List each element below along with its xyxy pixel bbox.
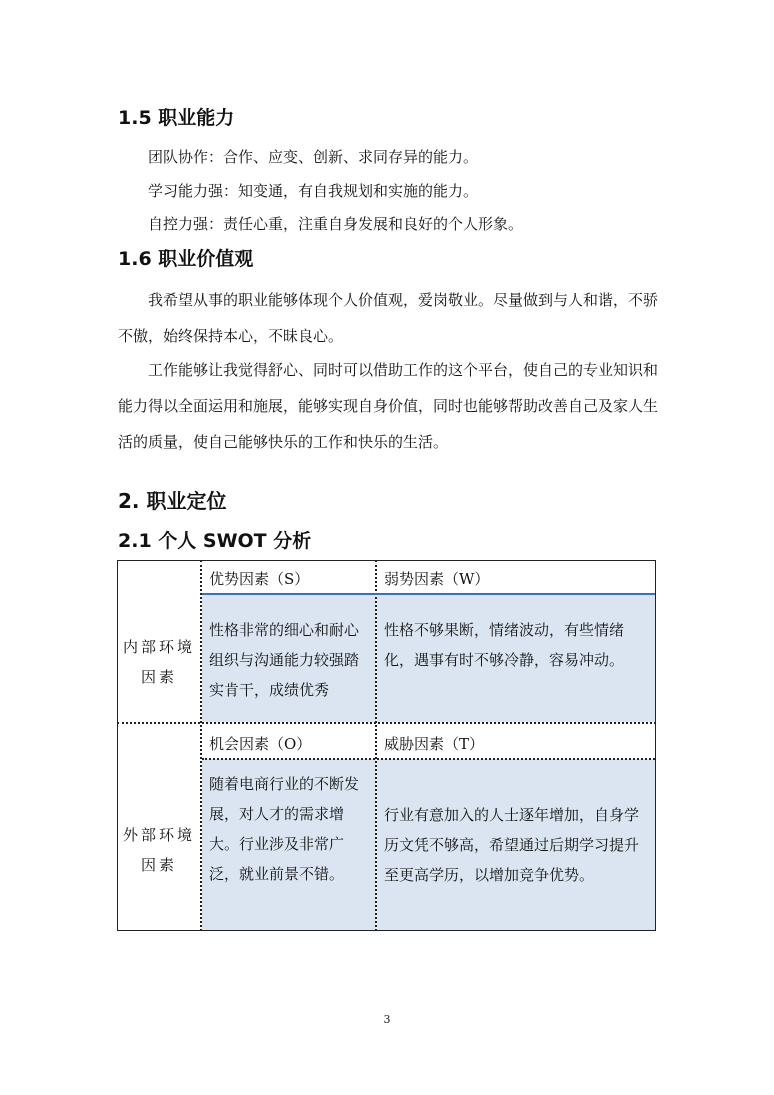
- weakness-text: 性格不够果断，情绪波动，有些情绪化，遇事有时不够冷静，容易冲动。: [384, 621, 625, 669]
- strength-header: 优势因素（S）: [209, 570, 310, 588]
- table-top-border: [117, 560, 656, 561]
- internal-factors-label: 内部环境因素: [123, 638, 196, 686]
- ability-line-3: 自控力强：责任心重，注重自身发展和良好的个人形象。: [148, 215, 524, 233]
- header-underline-external: [202, 758, 655, 760]
- opportunity-text: 随着电商行业的不断发展，对人才的需求增大。行业涉及非常广泛，就业前景不错。: [209, 775, 360, 883]
- weakness-header: 弱势因素（W）: [384, 570, 490, 588]
- divider-col-2: [375, 560, 377, 931]
- swot-table: [117, 560, 656, 931]
- ability-line-1: 团队协作：合作、应变、创新、求同存异的能力。: [148, 148, 479, 166]
- table-bottom-border: [117, 930, 656, 931]
- section-heading-2-1: 2.1 个人 SWOT 分析: [118, 530, 312, 552]
- values-paragraph-2: 工作能够让我觉得舒心、同时可以借助工作的这个平台，使自己的专业知识和能力得以全面运用和施展，能够实现自身价值，同时也能够帮助改善自己及家人生活的质量，使自己能够快乐的工作和快乐的生活。: [118, 361, 659, 451]
- external-factors-label: 外部环境因素: [123, 826, 196, 874]
- header-underline-internal: [202, 593, 655, 595]
- table-right-border: [655, 560, 656, 931]
- divider-internal-external: [117, 722, 656, 724]
- ability-line-2: 学习能力强：知变通，有自我规划和实施的能力。: [148, 182, 479, 200]
- section-heading-1-6: 1.6 职业价值观: [118, 248, 254, 270]
- opportunity-header: 机会因素（O）: [209, 735, 312, 753]
- section-heading-1-5: 1.5 职业能力: [118, 107, 235, 129]
- page-number: 3: [383, 1013, 391, 1026]
- section-heading-2: 2. 职业定位: [118, 489, 227, 513]
- threat-header: 威胁因素（T）: [384, 735, 485, 753]
- threat-text: 行业有意加入的人士逐年增加，自身学历文凭不够高，希望通过后期学习提升至更高学历，以增加竞争优势。: [384, 806, 640, 884]
- values-paragraph-1: 我希望从事的职业能够体现个人价值观，爱岗敬业。尽量做到与人和谐，不骄不傲，始终保持本心，不昧良心。: [118, 291, 659, 345]
- strength-text: 性格非常的细心和耐心组织与沟通能力较强踏实肯干，成绩优秀: [209, 621, 360, 699]
